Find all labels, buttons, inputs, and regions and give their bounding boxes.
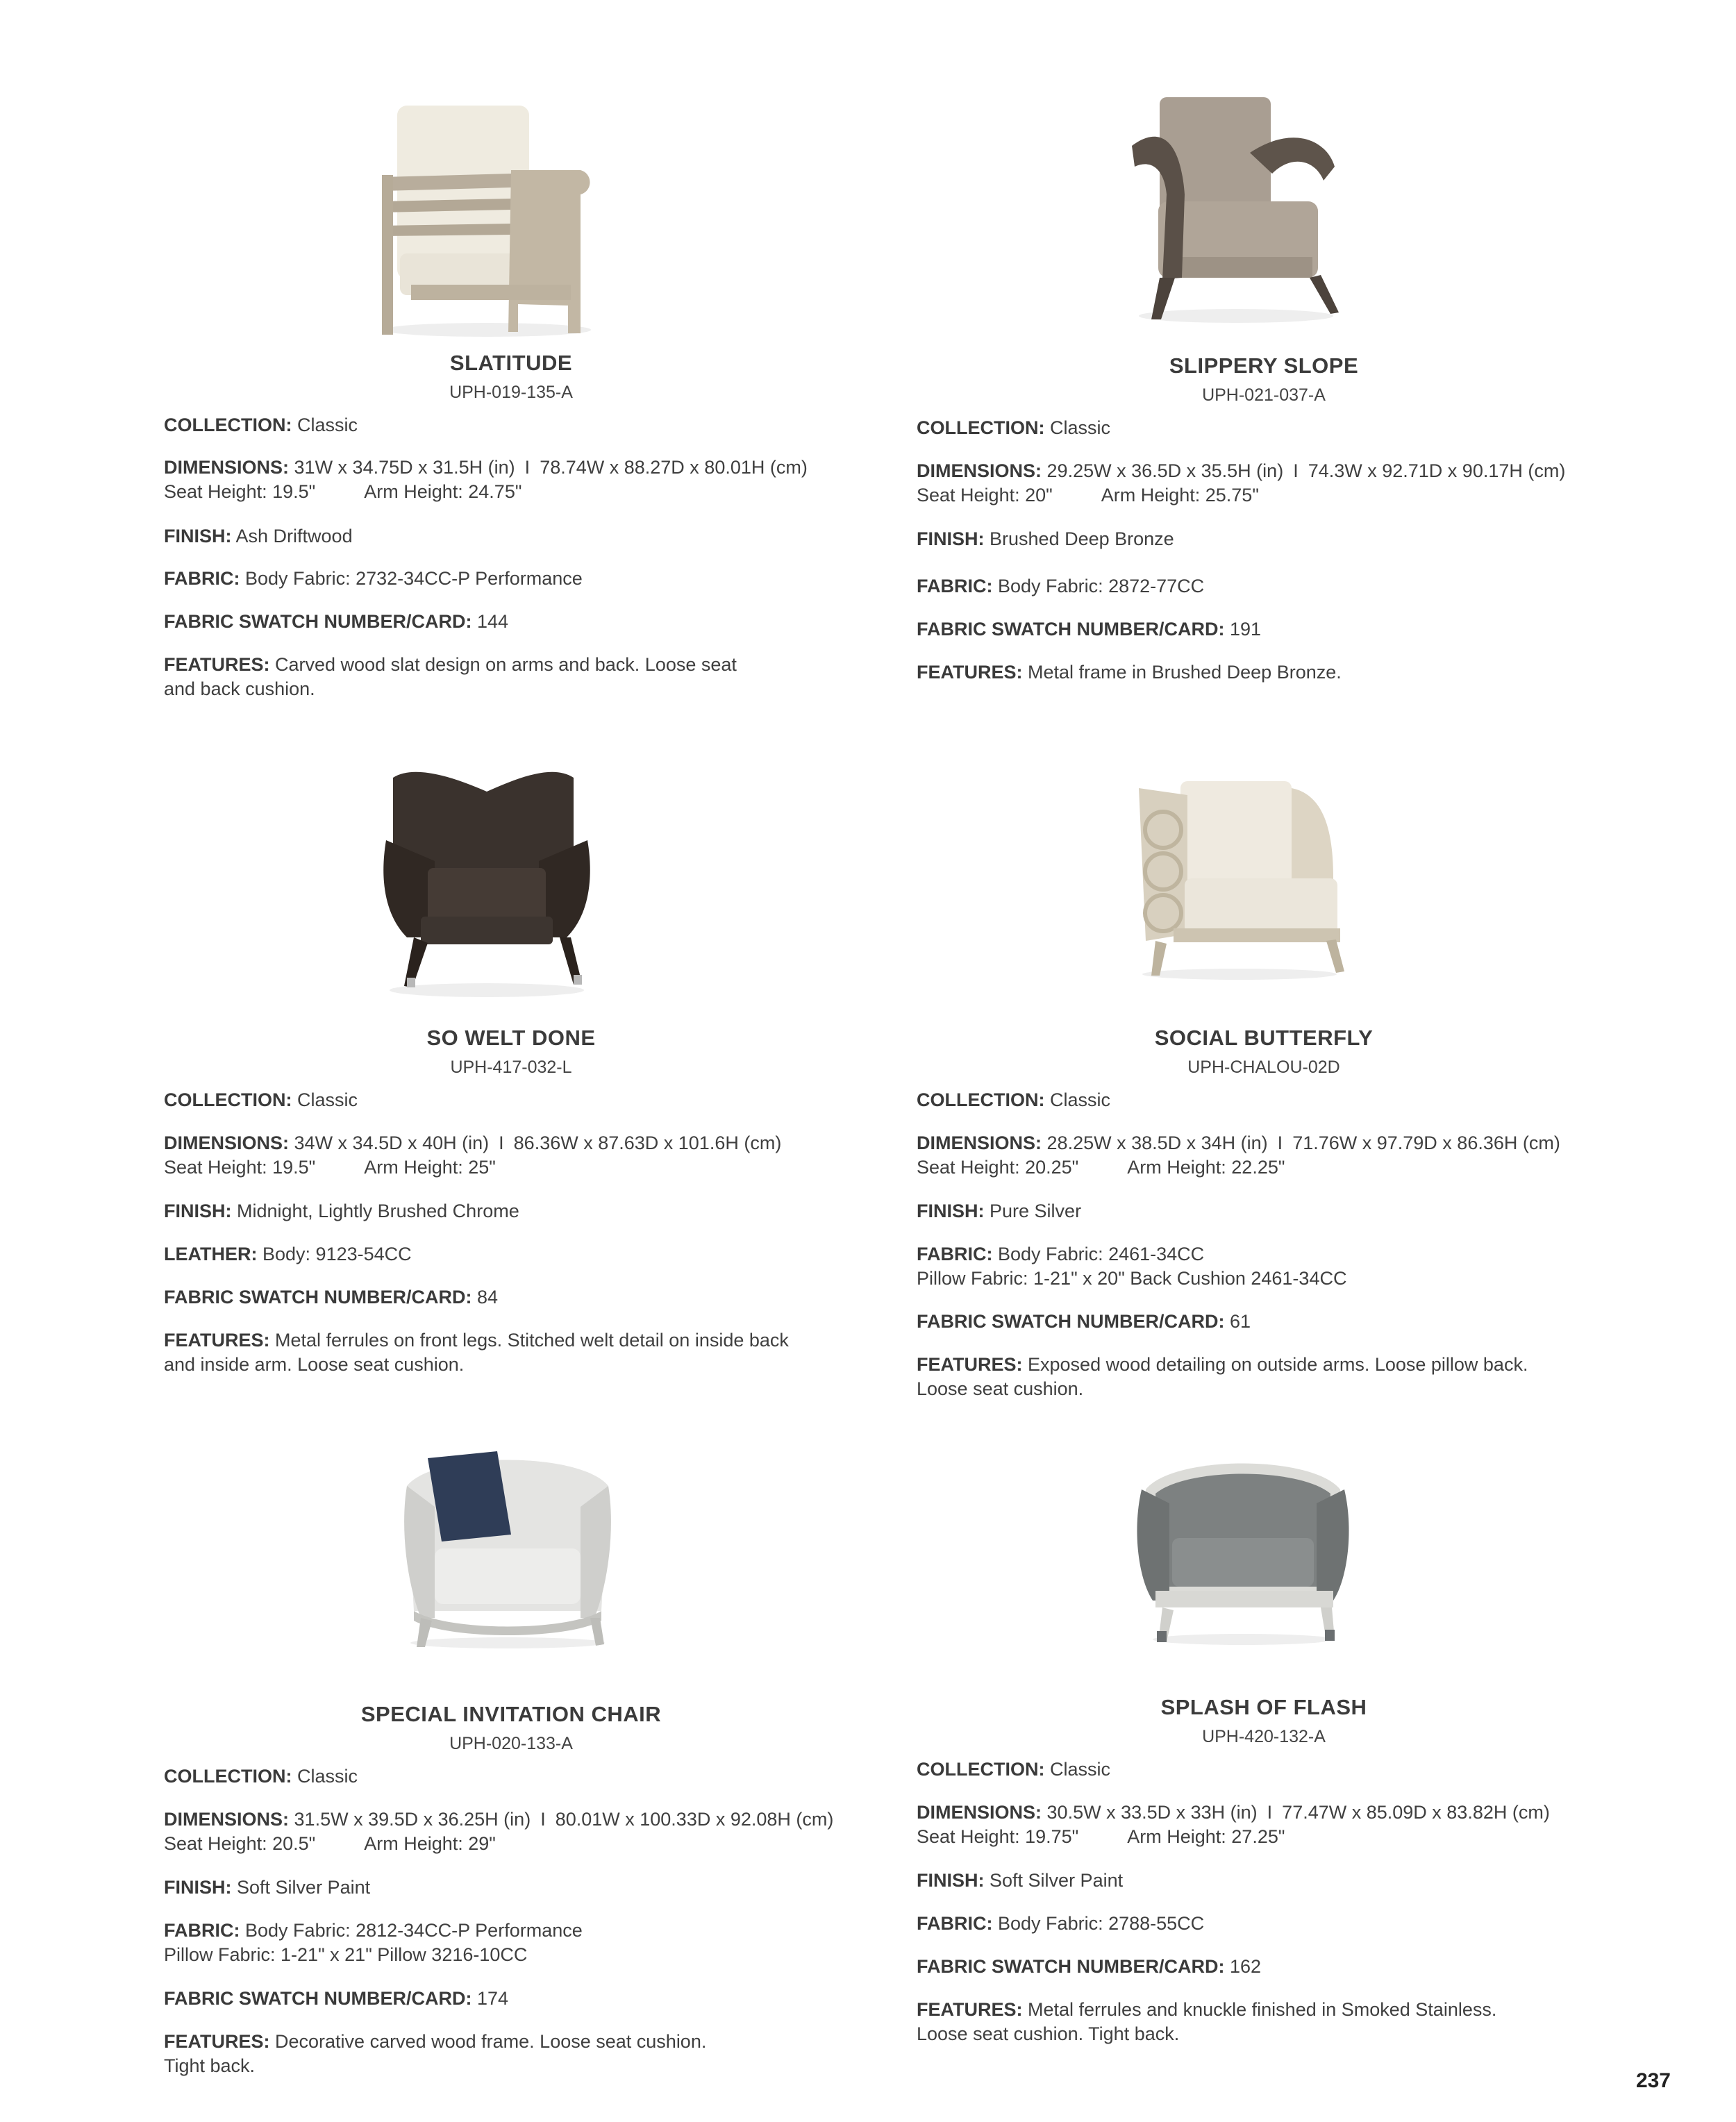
spec-swatch: FABRIC SWATCH NUMBER/CARD: 144: [164, 611, 509, 632]
product-sku: UPH-020-133-A: [449, 1734, 573, 1753]
spec-features: FEATURES: Metal ferrules and knuckle finished in Smoked Stainless. Loose seat cushion. Tight back.: [917, 1999, 1497, 2044]
spec-features: FEATURES: Decorative carved wood frame. Loose seat cushion. Tight back.: [164, 2031, 707, 2076]
spec-fabric: FABRIC: Body Fabric: 2732-34CC-P Performance: [164, 568, 583, 589]
spec-collection: COLLECTION: Classic: [917, 1759, 1111, 1780]
spec-collection: COLLECTION: Classic: [164, 1766, 358, 1787]
product-name: SPECIAL INVITATION CHAIR: [360, 1702, 662, 1726]
spec-dimensions: DIMENSIONS: 30.5W x 33.5D x 33H (in) I 77.47W x 85.09D x 83.82H (cm) Seat Height: 19.75" Arm Height: 27.25": [917, 1802, 1550, 1847]
spec-dimensions: DIMENSIONS: 28.25W x 38.5D x 34H (in) I 71.76W x 97.79D x 86.36H (cm) Seat Height: 20.25" Arm Height: 22.25": [917, 1133, 1560, 1178]
spec-swatch: FABRIC SWATCH NUMBER/CARD: 162: [917, 1956, 1262, 1977]
spec-swatch: FABRIC SWATCH NUMBER/CARD: 61: [917, 1311, 1251, 1332]
product-sku: UPH-CHALOU-02D: [1187, 1058, 1340, 1077]
product-name: SPLASH OF FLASH: [1160, 1695, 1367, 1719]
product-sku: UPH-417-032-L: [450, 1058, 572, 1077]
spec-dimensions: DIMENSIONS: 31W x 34.75D x 31.5H (in) I 78.74W x 88.27D x 80.01H (cm) Seat Height: 19.5" Arm Height: 24.75": [164, 457, 808, 502]
spec-finish: FINISH: Pure Silver: [917, 1201, 1082, 1221]
spec-swatch: FABRIC SWATCH NUMBER/CARD: 174: [164, 1988, 509, 2009]
spec-collection: COLLECTION: Classic: [164, 415, 358, 435]
metal-arm-chair-image: [1118, 90, 1354, 326]
spec-collection: COLLECTION: Classic: [164, 1089, 358, 1110]
spec-dimensions: DIMENSIONS: 31.5W x 39.5D x 36.25H (in) I 80.01W x 100.33D x 92.08H (cm) Seat Height: 20.5" Arm Height: 29": [164, 1809, 834, 1854]
spec-features: FEATURES: Exposed wood detailing on outside arms. Loose pillow back. Loose seat cushion.: [917, 1354, 1528, 1399]
carved-barrel-chair-image: [393, 1444, 622, 1653]
spec-finish: FINISH: Soft Silver Paint: [917, 1870, 1124, 1891]
spec-collection: COLLECTION: Classic: [917, 1089, 1111, 1110]
product-name: SLATITUDE: [449, 351, 573, 375]
product-sku: UPH-019-135-A: [449, 383, 573, 402]
spec-features: FEATURES: Metal ferrules on front legs. Stitched welt detail on inside back and inside arm. Loose seat cushion.: [164, 1330, 789, 1375]
spec-finish: FINISH: Ash Driftwood: [164, 526, 353, 546]
page-number: 237: [1635, 2069, 1671, 2092]
spec-dimensions: DIMENSIONS: 29.25W x 36.5D x 35.5H (in) I 74.3W x 92.71D x 90.17H (cm) Seat Height: 20" Arm Height: 25.75": [917, 460, 1566, 506]
lattice-arm-chair-image: [1125, 774, 1354, 983]
product-sku: UPH-420-132-A: [1202, 1727, 1326, 1746]
spec-fabric: FABRIC: Body Fabric: 2812-34CC-P Performance Pillow Fabric: 1-21" x 21" Pillow 3216-10CC: [164, 1920, 583, 1965]
spec-features: FEATURES: Carved wood slat design on arms and back. Loose seat and back cushion.: [164, 654, 737, 699]
grey-barrel-chair-image: [1132, 1455, 1354, 1649]
spec-dimensions: DIMENSIONS: 34W x 34.5D x 40H (in) I 86.36W x 87.63D x 101.6H (cm) Seat Height: 19.5" Arm Height: 25": [164, 1133, 782, 1178]
spec-features: FEATURES: Metal frame in Brushed Deep Bronze.: [917, 662, 1342, 683]
product-sku: UPH-021-037-A: [1202, 385, 1326, 405]
product-name: SLIPPERY SLOPE: [1169, 353, 1359, 378]
spec-leather: LEATHER: Body: 9123-54CC: [164, 1244, 412, 1264]
spec-fabric: FABRIC: Body Fabric: 2461-34CC Pillow Fabric: 1-21" x 20" Back Cushion 2461-34CC: [917, 1244, 1347, 1289]
spec-finish: FINISH: Midnight, Lightly Brushed Chrome: [164, 1201, 519, 1221]
spec-fabric: FABRIC: Body Fabric: 2788-55CC: [917, 1913, 1205, 1934]
product-name: SO WELT DONE: [426, 1026, 596, 1050]
spec-swatch: FABRIC SWATCH NUMBER/CARD: 84: [164, 1287, 499, 1308]
spec-swatch: FABRIC SWATCH NUMBER/CARD: 191: [917, 619, 1262, 640]
spec-finish: FINISH: Brushed Deep Bronze: [917, 528, 1174, 549]
spec-finish: FINISH: Soft Silver Paint: [164, 1877, 371, 1898]
slat-arm-chair-image: [372, 97, 601, 340]
leather-wingback-chair-image: [372, 764, 601, 1000]
spec-collection: COLLECTION: Classic: [917, 417, 1111, 438]
spec-fabric: FABRIC: Body Fabric: 2872-77CC: [917, 576, 1205, 596]
product-name: SOCIAL BUTTERFLY: [1154, 1026, 1374, 1050]
